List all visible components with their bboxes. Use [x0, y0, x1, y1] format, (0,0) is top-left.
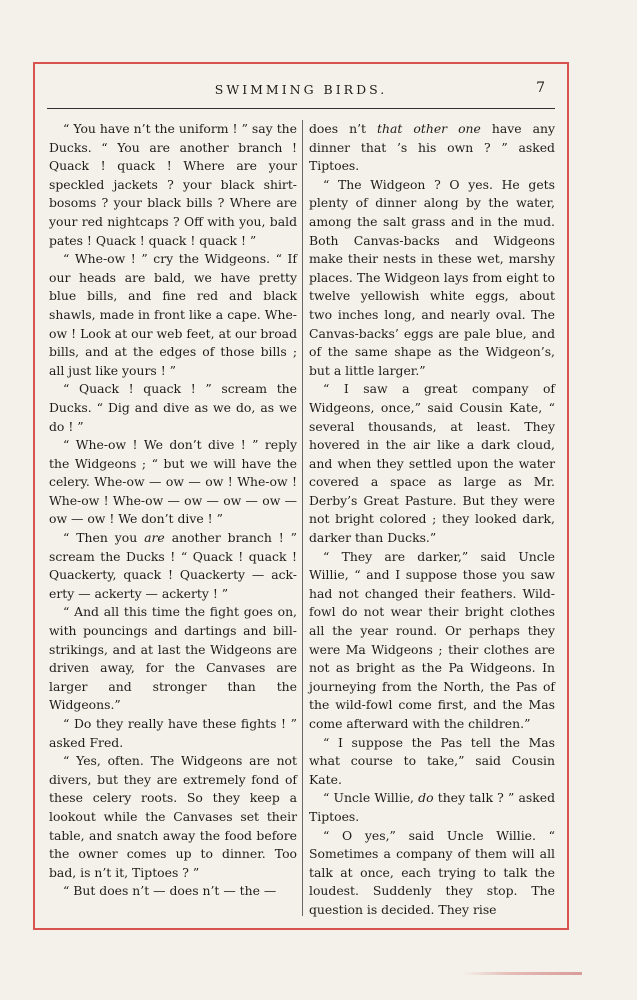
text-run: “ Then you: [63, 530, 145, 546]
paragraph: “ Yes, often. The Widgeons are not divers, but they are extremely fond of these celery roots. So they keep a lookout while the Canvases set their table, and snatch away the food before the owner comes up to dinner. Too bad, is n’t it, Tiptoes ? ”: [49, 753, 297, 880]
paragraph: “ Whe-ow ! ” cry the Widgeons. “ If our heads are bald, we have pretty blue bills, and fine red and black shawls, made in front like a cape. Whe-ow ! Look at our web feet, at our broad bills, and at the edges of those bills ; all just like yours ! ”: [49, 251, 297, 378]
paragraph: [49, 529, 297, 603]
running-head: [35, 78, 567, 102]
page-smudge: [462, 972, 582, 975]
paragraph: “ I suppose the Pas tell the Mas what course to take,” said Cousin Kate.: [309, 734, 555, 787]
page-number: 7: [536, 80, 545, 96]
page-border: [33, 62, 569, 930]
paragraph: “ Quack ! quack ! ” scream the Ducks. “ Dig and dive as we do, as we do ! ”: [49, 381, 297, 434]
paragraph: “ But does n’t — does n’t — the —: [63, 883, 277, 899]
italic-text: are: [144, 530, 165, 546]
text-run: “ Uncle Willie,: [323, 790, 419, 806]
header-rule: [47, 108, 555, 109]
text-run: they talk ? ” asked Tiptoes.: [309, 790, 555, 824]
italic-text: that other one: [377, 121, 481, 136]
paragraph: [309, 789, 555, 826]
text-run: does n’t: [309, 121, 378, 136]
paragraph: “ You have n’t the uniform ! ” say the Ducks. “ You are another branch ! Quack ! quack ! Where are your speckled jackets ? your black shirt-bosoms ? your black bills ? Where are your red nightcaps ? Off with you, bald pates ! Quack ! quack ! quack ! ”: [49, 121, 297, 248]
paragraph: “ The Widgeon ? O yes. He gets plenty of dinner along by the water, among the salt grass and in the mud. Both Canvas-backs and Widgeons make their nests in these wet, marshy places. The Widgeon lays from eight to twelve yellowish white eggs, about two inches long, and nearly oval. The Canvas-backs’ eggs are pale blue, and of the same shape as the Widgeon’s, but a little larger.”: [309, 176, 555, 378]
running-title: SWIMMING BIRDS.: [214, 82, 388, 97]
paragraph: “ And all this time the fight goes on, with pouncings and dartings and bill-strikings, and at last the Widgeons are driven away, for the Canvases are larger and stronger than the Widgeons.”: [49, 604, 297, 713]
text-run: another branch ! ” scream the Ducks ! “ Quack ! quack ! Quackerty, quack ! Quackerty — ack-erty — ackerty — ackerty ! ”: [49, 530, 297, 601]
paragraph: [309, 120, 555, 176]
right-text-column: [309, 120, 555, 920]
left-text-column: [49, 120, 297, 901]
text-run: have any dinner that ’s his own ? ” asked Tiptoes.: [309, 121, 555, 174]
italic-text: do: [418, 790, 434, 806]
paragraph: “ O yes,” said Uncle Willie. “ Sometimes a company of them will all talk at once, each trying to talk the loudest. Suddenly they stop. The question is decided. They rise: [309, 827, 555, 917]
column-divider: [302, 120, 303, 916]
paragraph: “ Whe-ow ! We don’t dive ! ” reply the Widgeons ; “ but we will have the celery. Whe-ow — ow — ow ! Whe-ow ! Whe-ow ! Whe-ow — ow — ow — ow — ow — ow ! We don’t dive ! ”: [49, 437, 297, 527]
paragraph: “ They are darker,” said Uncle Willie, “ and I suppose those you saw had not changed their feathers. Wild-fowl do not wear their bright clothes all the year round. Or perhaps they were Ma Widgeons ; their clothes are not as bright as the Pa Widgeons. In journeying from the North, the Pas of the wild-fowl come first, and the Mas come afterward with the children.”: [309, 548, 555, 731]
paragraph: “ I saw a great company of Widgeons, once,” said Cousin Kate, “ several thousands, at least. They hovered in the air like a dark cloud, and when they settled upon the water covered a space as large as Mr. Derby’s Great Pasture. But they were not bright colored ; they looked dark, darker than Ducks.”: [309, 381, 555, 546]
paragraph: “ Do they really have these fights ! ” asked Fred.: [49, 716, 297, 750]
